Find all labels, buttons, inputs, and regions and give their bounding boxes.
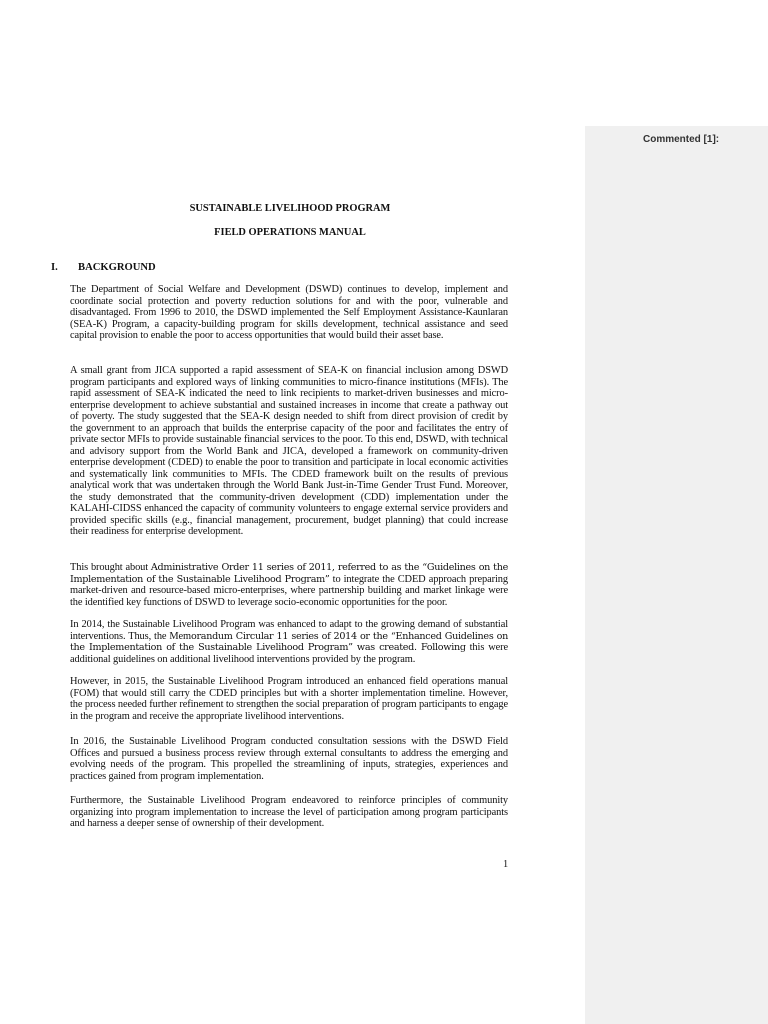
paragraph-3-rest: to integrate the CDED approach preparing market-driven and resource-based micro-enterprises, where partnership building and market linkage were the identified key functions of DSWD to leverage socio-economic opportunities for the poor. xyxy=(70,573,508,608)
section-heading xyxy=(51,262,156,273)
document-subtitle: FIELD OPERATIONS MANUAL xyxy=(214,227,366,238)
paragraph-3-lead: This brought about xyxy=(70,562,151,573)
section-number: I. xyxy=(51,262,58,273)
paragraph-4-rest: this were additional guidelines on additional livelihood interventions provided by the program. xyxy=(70,642,508,665)
comment-pane xyxy=(585,126,768,1024)
document-title: SUSTAINABLE LIVELIHOOD PROGRAM xyxy=(189,203,391,214)
paragraph-4-reference: orandum Circular 11 series of 2014 or the “Enhanced Guidelines on the Implementation of the Sustainable Livelihood Program” was created. Following xyxy=(70,630,508,653)
paragraph-5: However, in 2015, the Sustainable Livelihood Program introduced an enhanced field operations manual (FOM) that would still carry the CDED principles but with a shorter implementation timeline. However, the process needed further refinement to strengthen the social preparation of program participants to engage in the program and receive the appropriate livelihood interventions. xyxy=(70,676,508,722)
paragraph-4-lead: In 2014, the Sustainable Livelihood Program was enhanced to adapt to the growing demand of substantial interventions. Thus, the Mem xyxy=(70,619,508,642)
paragraph-1: The Department of Social Welfare and Development (DSWD) continues to develop, implement and coordinate social protection and poverty reduction solutions for and with the poor, vulnerable and disadvantaged. From 1996 to 2010, the DSWD implemented the Self Employment Assistance-Kaunlaran (SEA-K) Program, a capacity-building program for skills development, technical assistance and seed capital provision to enable the poor to access opportunities that would build their asset base. xyxy=(70,284,508,341)
paragraph-7: Furthermore, the Sustainable Livelihood Program endeavored to reinforce principles of community organizing into program implementation to increase the level of participation among program participants and harness a deeper sense of ownership of their development. xyxy=(70,795,508,829)
section-title: BACKGROUND xyxy=(78,262,156,273)
paragraph-6: In 2016, the Sustainable Livelihood Program conducted consultation sessions with the DSWD Field Offices and pursued a business process review through external consultants to address the emerging and evolving needs of the program. This propelled the streamlining of inputs, strategies, experiences and practices gained from program implementation. xyxy=(70,736,508,782)
paragraph-3-reference: Administrative Order 11 series of 2011, referred to as the “Guidelines on the Implementation of the Sustainable Livelihood Program” xyxy=(70,562,508,585)
paragraph-3 xyxy=(70,562,508,608)
paragraph-2: A small grant from JICA supported a rapid assessment of SEA-K on financial inclusion among DSWD program participants and explored ways of linking communities to micro-finance institutions (MFIs). The rapid assessment of SEA-K indicated the need to link recipients to market-driven businesses and micro-enterprise development to achieve substantial and sustained increases in income that create a pathway out of poverty. The study suggested that the SEA-K design needed to shift from direct provision of credit by the government to an approach that builds the enterprise capacity of the poor and facilitates the entry of private sector MFIs to provide sustainable financial services to the poor. To this end, DSWD, with technical and advisory support from the World Bank and JICA, developed a framework on community-driven enterprise development (CDED) to enable the poor to transition and participate in local economic activities and systematically link communities to MFIs. The CDED framework built on the results of previous analytical work that was undertaken through the World Bank Just-in-Time Gender Trust Fund. Moreover, the study demonstrated that the community-driven development (CDD) implementation under the KALAHI-CIDSS enhanced the capacity of community volunteers to engage external service providers and provided specific skills (e.g., financial management, procurement, budget planning) that could increase their readiness for enterprise development. xyxy=(70,365,508,537)
paragraph-4 xyxy=(70,619,508,665)
page-number: 1 xyxy=(503,859,509,870)
comment-pane-title: Commented [1]: xyxy=(643,134,720,145)
